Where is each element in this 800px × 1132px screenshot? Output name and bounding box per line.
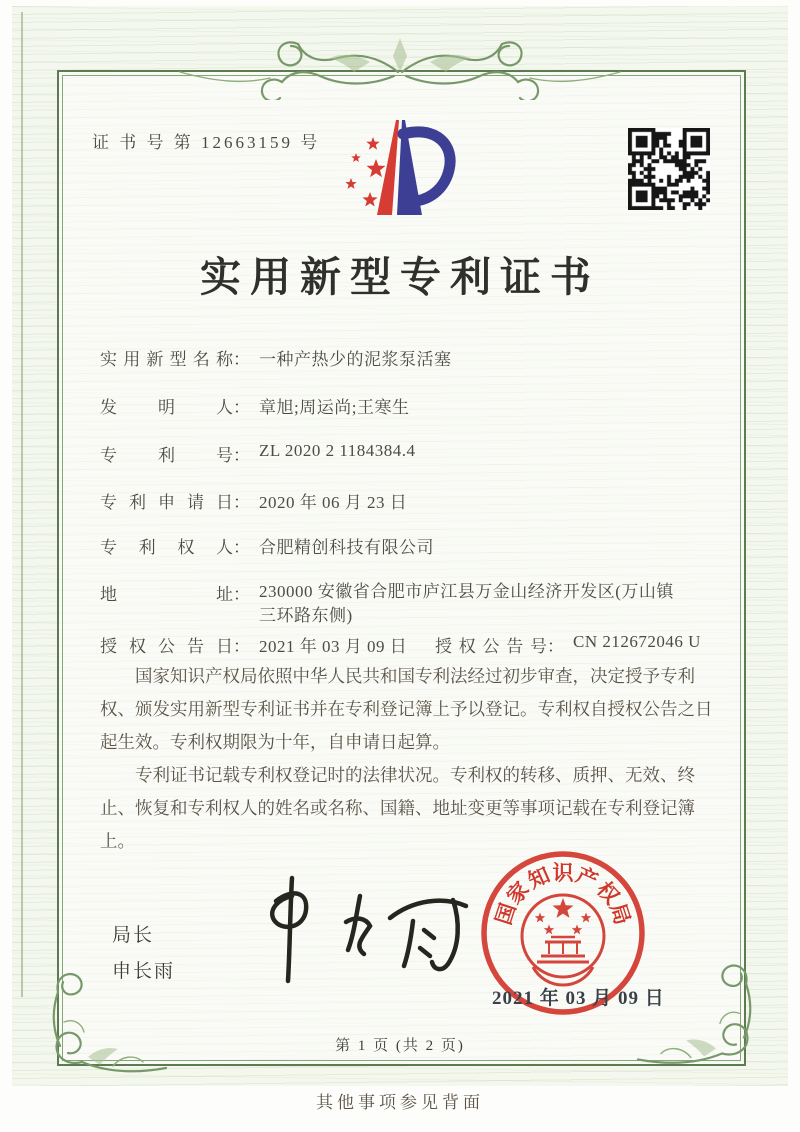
legal-paragraph: 专利证书记载专利权登记时的法律状况。专利权的转移、质押、无效、终止、恢复和专利权人的姓名或名称、国籍、地址变更等事项记载在专利登记簿上。 bbox=[100, 765, 695, 851]
field-value: 2020 年 06 月 23 日 bbox=[259, 493, 408, 512]
field-label: 地址 bbox=[100, 585, 233, 604]
emblem-stars bbox=[535, 898, 591, 934]
officer-name: 申长雨 bbox=[112, 961, 176, 982]
seal-ring-char: 产 bbox=[572, 862, 602, 894]
field-label: 授权公告号 bbox=[435, 637, 547, 656]
seal-ring-char: 识 bbox=[552, 861, 574, 885]
back-side-note: 其他事项参见背面 bbox=[316, 1093, 484, 1112]
field-value: 一种产热少的泥浆泵活塞 bbox=[259, 350, 452, 369]
cnipa-logo-icon bbox=[336, 112, 464, 224]
field-row-patentee bbox=[100, 533, 740, 559]
field-row-filing-date bbox=[100, 488, 740, 514]
seal-ring-char: 家 bbox=[502, 877, 535, 909]
field-row-inventors bbox=[100, 393, 740, 419]
corner-flourish-right bbox=[636, 952, 786, 1077]
field-colon: ： bbox=[233, 538, 250, 557]
paper-edge-line bbox=[21, 12, 23, 997]
field-label: 实用新型名称 bbox=[100, 350, 233, 369]
seal-date: 2021 年 03 月 09 日 bbox=[492, 988, 665, 1009]
certificate-number: 证 书 号 第 12663159 号 bbox=[92, 133, 321, 152]
field-row-patent-number bbox=[100, 441, 740, 467]
field-label: 发明人 bbox=[100, 398, 233, 417]
seal-ring-char: 国 bbox=[491, 900, 521, 929]
field-value: 合肥精创科技有限公司 bbox=[259, 538, 434, 557]
seal-ring-char: 权 bbox=[591, 877, 624, 909]
qr-code bbox=[628, 128, 710, 210]
field-value: CN 212672046 U bbox=[573, 632, 701, 651]
legal-text-block bbox=[100, 660, 718, 858]
field-label: 专利号 bbox=[100, 446, 233, 465]
field-label: 授权公告日 bbox=[100, 637, 233, 656]
legal-paragraph: 国家知识产权局依照中华人民共和国专利法经过初步审查，决定授予专利权、颁发实用新型专利证书并在专利登记簿上予以登记。专利权自授权公告之日起生效。专利权期限为十年，自申请日起算。 bbox=[100, 666, 713, 752]
field-row-grant-date bbox=[100, 632, 740, 658]
certificate-title: 实用新型专利证书 bbox=[200, 254, 600, 300]
field-colon: ： bbox=[233, 637, 250, 656]
seal-ring-char: 局 bbox=[605, 900, 635, 929]
field-colon: ： bbox=[233, 585, 250, 604]
field-colon: ： bbox=[233, 350, 250, 369]
field-value: ZL 2020 2 1184384.4 bbox=[259, 441, 416, 460]
top-ornament-flourish bbox=[178, 26, 622, 100]
field-row-address bbox=[100, 580, 740, 632]
field-value: 2021 年 03 月 09 日 bbox=[259, 637, 408, 656]
qr-code-canvas bbox=[628, 128, 710, 210]
field-colon: ： bbox=[233, 446, 250, 465]
grant-number-pair bbox=[435, 632, 701, 657]
field-colon: ： bbox=[233, 398, 250, 417]
field-colon: ： bbox=[547, 637, 564, 656]
field-row-name bbox=[100, 345, 740, 371]
field-value: 230000 安徽省合肥市庐江县万金山经济开发区(万山镇三环路东侧) bbox=[259, 582, 674, 625]
field-value: 章旭;周运尚;王寒生 bbox=[259, 398, 410, 417]
field-colon: ： bbox=[233, 493, 250, 512]
seal-ring-char: 知 bbox=[524, 862, 554, 894]
officer-title: 局长 bbox=[112, 925, 155, 946]
field-label: 专利权人 bbox=[100, 538, 233, 557]
page-number: 第 1 页 (共 2 页) bbox=[335, 1038, 465, 1054]
director-signature bbox=[248, 866, 483, 991]
field-label: 专利申请日 bbox=[100, 493, 233, 512]
